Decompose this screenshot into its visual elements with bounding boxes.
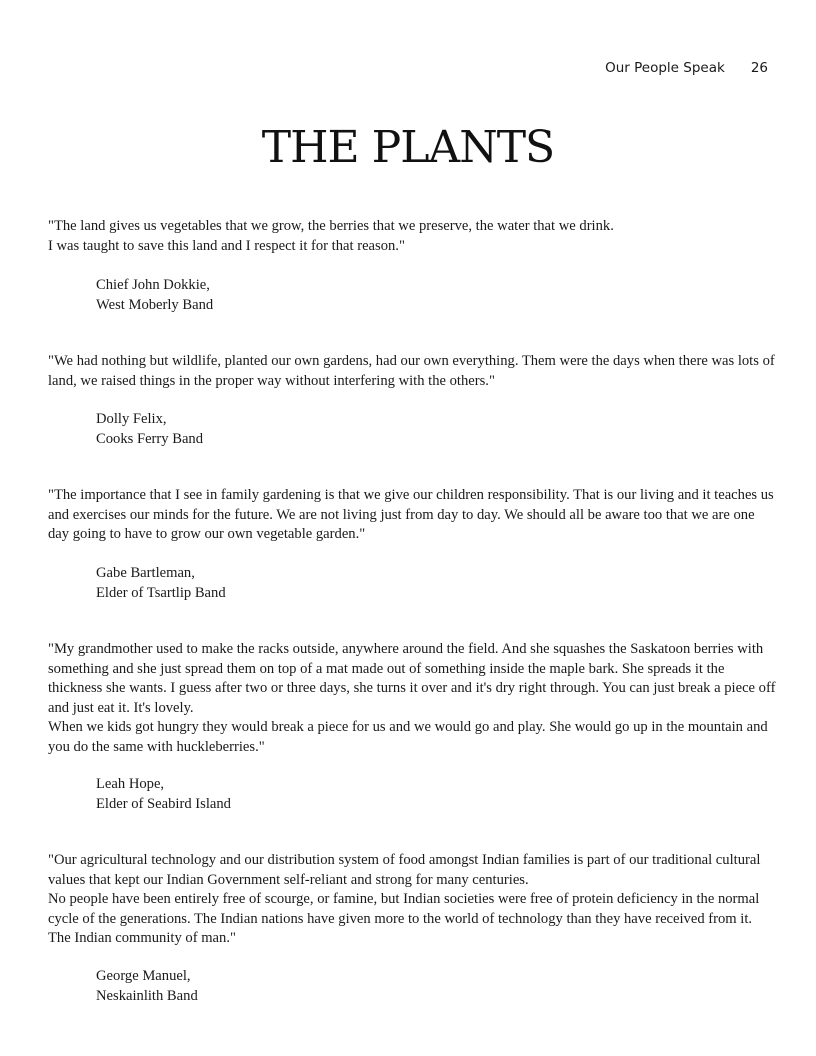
quote-paragraph: "We had nothing but wildlife, planted our own gardens, had our own everything. Them were the days when there was lots of land, we raised things in the proper way without interfering with the others." <box>48 353 775 389</box>
speaker-affiliation: Elder of Tsartlip Band <box>96 584 226 601</box>
quote-paragraph: "The importance that I see in family gardening is that we give our children responsibility. That is our living and it teaches us and exercises our minds for the future. We are not living just from day to day. We should all be aware too that we are one day going to have to grow our own vegetable garden." <box>48 487 774 542</box>
quote-3 <box>48 486 778 545</box>
attribution-5 <box>96 967 198 1006</box>
attribution-3 <box>96 564 226 603</box>
speaker-name: Leah Hope, <box>96 776 165 792</box>
quote-4 <box>48 640 778 757</box>
speaker-affiliation: Neskainlith Band <box>96 987 198 1004</box>
quote-5 <box>48 851 778 949</box>
quote-2 <box>48 352 778 391</box>
speaker-name: Chief John Dokkie, <box>96 277 210 293</box>
book-title: Our People Speak <box>605 60 725 76</box>
page-title: THE PLANTS <box>261 122 555 173</box>
speaker-name: Gabe Bartleman, <box>96 565 195 581</box>
speaker-affiliation: West Moberly Band <box>96 296 214 313</box>
attribution-2 <box>96 410 203 449</box>
attribution-4 <box>96 775 231 814</box>
quote-paragraph: No people have been entirely free of scourge, or famine, but Indian societies were free of protein deficiency in the normal cycle of the generations. The Indian nations have given more to the world of technology than they have received from it. The Indian community of man." <box>48 891 760 946</box>
quote-paragraph: When we kids got hungry they would break a piece for us and we would go and play. She would go up in the mountain and you do the same with huckleberries." <box>48 719 768 755</box>
page-number: 26 <box>750 60 768 76</box>
quote-paragraph: "The land gives us vegetables that we grow, the berries that we preserve, the water that we drink. <box>48 218 614 234</box>
speaker-name: Dolly Felix, <box>96 411 167 427</box>
attribution-1 <box>96 276 213 315</box>
quote-paragraph: I was taught to save this land and I respect it for that reason." <box>48 237 405 254</box>
quote-paragraph: "My grandmother used to make the racks outside, anywhere around the field. And she squashes the Saskatoon berries with something and she just spread them on top of a mat made out of something inside the maple bark. She spreads it the thickness she wants. I guess after two or three days, she turns it over and it's dry right through. You can just break a piece off and just eat it. It's lovely. <box>48 641 776 716</box>
running-header <box>605 60 768 76</box>
speaker-affiliation: Elder of Seabird Island <box>96 795 231 812</box>
quote-paragraph: "Our agricultural technology and our distribution system of food amongst Indian families is part of our traditional cultural values that kept our Indian Government self-reliant and strong for many centuries. <box>48 852 761 888</box>
quote-1 <box>48 217 778 256</box>
speaker-name: George Manuel, <box>96 968 191 984</box>
speaker-affiliation: Cooks Ferry Band <box>96 430 204 447</box>
